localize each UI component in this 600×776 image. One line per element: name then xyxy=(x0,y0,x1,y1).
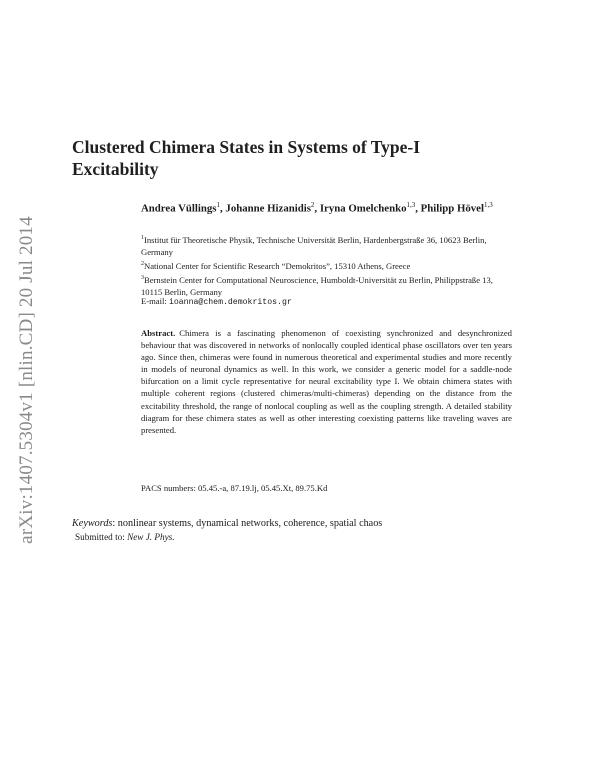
email-label: E-mail: xyxy=(141,296,167,306)
author-name: Philipp Hövel xyxy=(420,202,484,215)
affiliation xyxy=(141,232,513,258)
author-name: Iryna Omelchenko xyxy=(319,202,407,215)
abstract xyxy=(141,327,512,436)
author-separator: , xyxy=(314,202,320,215)
abstract-text: Chimera is a fascinating phenomenon of coexisting synchronized and desynchronized behaviour that was discovered in networks of nonlocally coupled identical phase oscillators over ten years ago. Since then, chimeras were found in numerous theoretical and experimental studies and more recently in models of neuronal dynamics as well. In this work, we consider a generic model for a saddle-node bifurcation on a limit cycle representative for neural excitability type I. We obtain chimera states with multiple coherent regions (clustered chimeras/multi-chimeras) depending on the distance from the excitability threshold, the range of nonlocal coupling as well as the coupling strength. A detailed stability diagram for these chimera states as well as other interesting coexisting patterns like traveling waves are presented. xyxy=(141,328,512,435)
author-list xyxy=(141,198,521,217)
author-name: Andrea Vüllings xyxy=(141,202,217,215)
author-separator: , xyxy=(220,202,226,215)
affiliation-mark: 1 xyxy=(141,235,144,241)
submitted-label: Submitted to: xyxy=(75,532,125,542)
submission-note xyxy=(75,532,175,542)
abstract-label: Abstract. xyxy=(141,328,176,338)
affiliation-list xyxy=(141,232,513,299)
affiliation xyxy=(141,272,513,298)
affiliation-text: Institut für Theoretische Physik, Technische Universität Berlin, Hardenbergstraße 36, 10623 Berlin, Germany xyxy=(141,234,487,258)
email-address[interactable]: ioanna@chem.demokritos.gr xyxy=(168,298,292,307)
arxiv-sidebar xyxy=(0,190,54,570)
author-affiliation-mark: 1,3 xyxy=(483,201,493,209)
paper-title: Clustered Chimera States in Systems of Type-I Excitability xyxy=(72,137,421,179)
journal-name: New J. Phys. xyxy=(127,532,175,542)
affiliation xyxy=(141,258,513,272)
pacs-numbers: PACS numbers: 05.45.-a, 87.19.lj, 05.45.Xt, 89.75.Kd xyxy=(141,483,328,493)
contact-email xyxy=(141,296,292,307)
keywords xyxy=(72,518,512,529)
affiliation-mark: 3 xyxy=(141,275,144,282)
author-affiliation-mark: 1,3 xyxy=(406,201,416,209)
keywords-text: : nonlinear systems, dynamical networks, coherence, spatial chaos xyxy=(112,518,383,529)
author-affiliation-mark: 2 xyxy=(310,201,315,209)
affiliation-text: National Center for Scientific Research “Demokritos”, 15310 Athens, Greece xyxy=(144,261,411,272)
author-separator: , xyxy=(415,202,421,215)
author-affiliation-mark: 1 xyxy=(216,201,221,209)
author-name: Johanne Hizanidis xyxy=(225,202,311,215)
affiliation-mark: 2 xyxy=(141,261,144,268)
arxiv-identifier: arXiv:1407.5304v1 [nlin.CD] 20 Jul 2014 xyxy=(16,216,37,544)
keywords-label: Keywords xyxy=(72,518,113,529)
affiliation-text: Bernstein Center for Computational Neuroscience, Humboldt-Universität zu Berlin, Philippstraße 13, 10115 Berlin, Germany xyxy=(141,275,493,298)
